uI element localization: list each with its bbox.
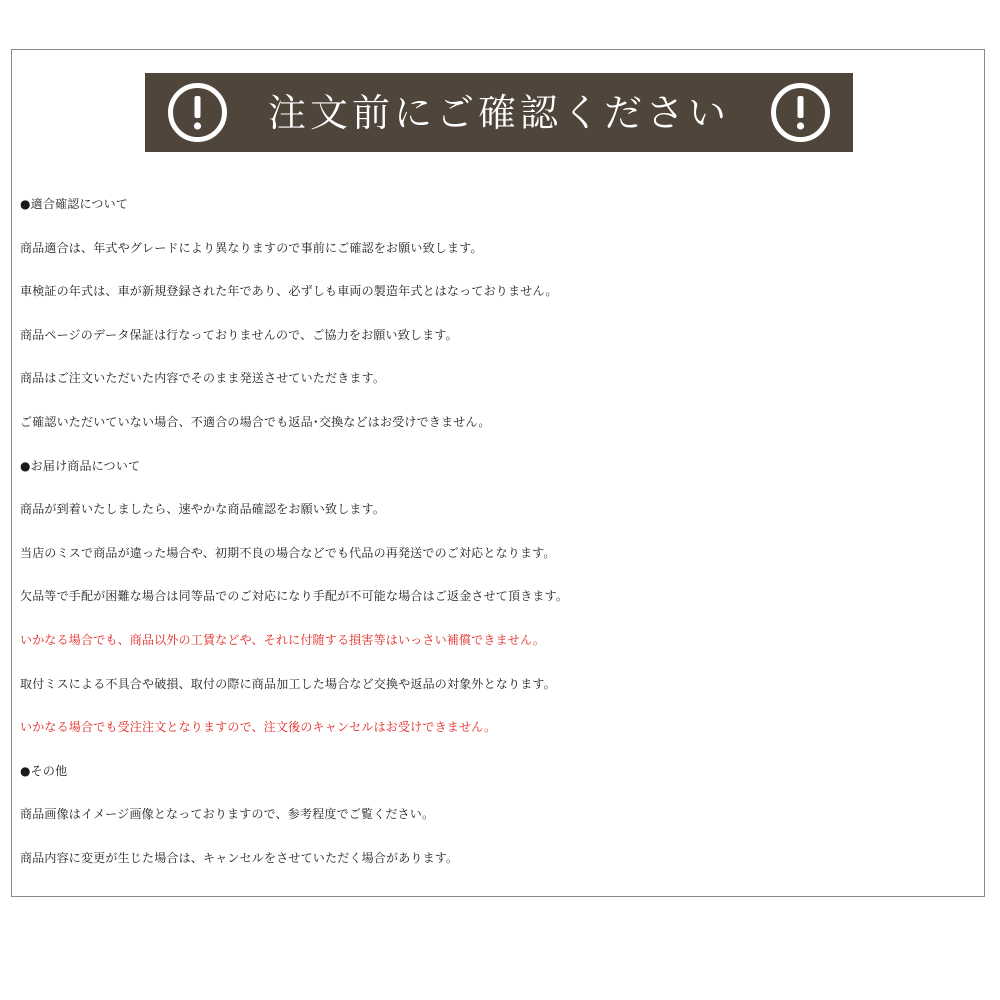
notice-line: 欠品等で手配が困難な場合は同等品でのご対応になり手配が不可能な場合はご返金させて頂きます。 [20, 589, 569, 604]
notice-banner [145, 73, 853, 152]
section-heading-delivery: ●お届け商品について [20, 458, 141, 473]
banner-title: 注文前にご確認ください [267, 90, 730, 135]
notice-line: 商品内容に変更が生じた場合は、キャンセルをさせていただく場合があります。 [20, 850, 459, 865]
section-heading-compatibility: ●適合確認について [20, 197, 129, 211]
notice-line: 商品ページのデータ保証は行なっておりませんので、ご協力をお願い致します。 [20, 327, 458, 342]
notice-line: 商品が到着いたしましたら、速やかな商品確認をお願い致します。 [20, 502, 386, 517]
section-heading-other: ●その他 [20, 763, 68, 778]
notice-line: 取付ミスによる不具合や破損、取付の際に商品加工した場合など交換や返品の対象外となります。 [20, 676, 556, 691]
notice-line: 車検証の年式は、車が新規登録された年であり、必ずしも車両の製造年式とはなっておりません。 [20, 284, 558, 299]
exclamation-circle-icon [770, 82, 831, 143]
notice-line: 商品画像はイメージ画像となっておりますので、参考程度でご覧ください。 [20, 807, 435, 822]
notice-line: 当店のミスで商品が違った場合や、初期不良の場合などでも代品の再発送でのご対応となります。 [20, 545, 556, 560]
exclamation-circle-icon [167, 82, 228, 143]
notice-body [20, 183, 980, 881]
warning-line: いかなる場合でも受注注文となりますので、注文後のキャンセルはお受けできません。 [20, 720, 497, 735]
notice-line: 商品適合は、年式やグレードにより異なりますので事前にご確認をお願い致します。 [20, 240, 483, 255]
notice-line: 商品はご注文いただいた内容でそのまま発送させていただきます。 [20, 371, 386, 386]
warning-line: いかなる場合でも、商品以外の工賃などや、それに付随する損害等はいっさい補償できません。 [20, 632, 546, 647]
notice-line: ご確認いただいていない場合、不適合の場合でも返品･交換などはお受けできません。 [20, 414, 491, 429]
